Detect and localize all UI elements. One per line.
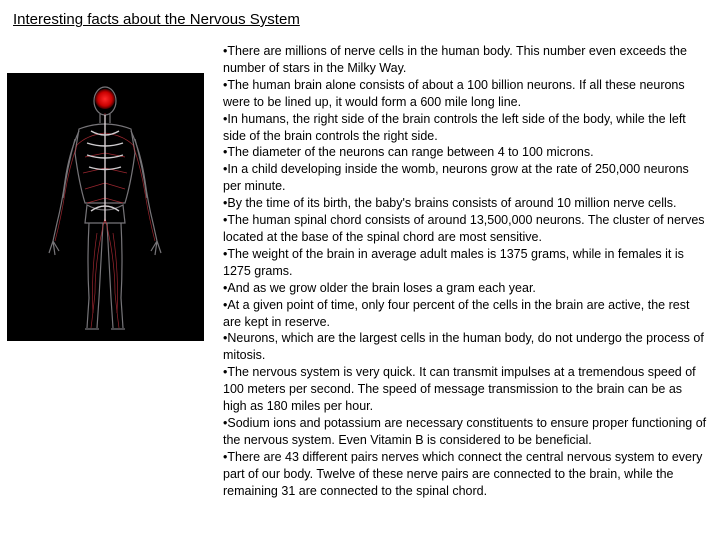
list-item: • Neurons, which are the largest cells in the human body, do not undergo the process of mitosis. [223,330,709,364]
list-item: • There are 43 different pairs nerves which connect the central nervous system to every part of our body. Twelve of these nerve pairs are connected to the brain, while the remaining 31 are connected to the spinal chord. [223,449,709,500]
list-item: • The human spinal chord consists of around 13,500,000 neurons. The cluster of nerves located at the base of the spinal chord are most sensitive. [223,212,709,246]
facts-list [223,43,709,499]
list-item: • In a child developing inside the womb, neurons grow at the rate of 250,000 neurons per minute. [223,161,709,195]
list-item: • By the time of its birth, the baby's brains consists of around 10 million nerve cells. [223,195,709,212]
list-item: • In humans, the right side of the brain controls the left side of the body, while the left side of the brain controls the right side. [223,111,709,145]
page-title: Interesting facts about the Nervous System [13,11,300,28]
list-item: • The diameter of the neurons can range between 4 to 100 microns. [223,144,709,161]
list-item: • The nervous system is very quick. It can transmit impulses at a tremendous speed of 100 meters per second. The speed of message transmission to the brain can be as high as 180 miles per hour. [223,364,709,415]
list-item: • The weight of the brain in average adult males is 1375 grams, while in females it is 1275 grams. [223,246,709,280]
list-item: • Sodium ions and potassium are necessary constituents to ensure proper functioning of the nervous system. Even Vitamin B is considered to be beneficial. [223,415,709,449]
list-item: • There are millions of nerve cells in the human body. This number even exceeds the number of stars in the Milky Way. [223,43,709,77]
nervous-system-figure [7,73,204,341]
list-item: • And as we grow older the brain loses a gram each year. [223,280,709,297]
list-item: • At a given point of time, only four percent of the cells in the brain are active, the rest are kept in reserve. [223,297,709,331]
human-body-icon [7,73,204,341]
list-item: • The human brain alone consists of about a 100 billion neurons. If all these neurons were to be lined up, it would form a 600 mile long line. [223,77,709,111]
